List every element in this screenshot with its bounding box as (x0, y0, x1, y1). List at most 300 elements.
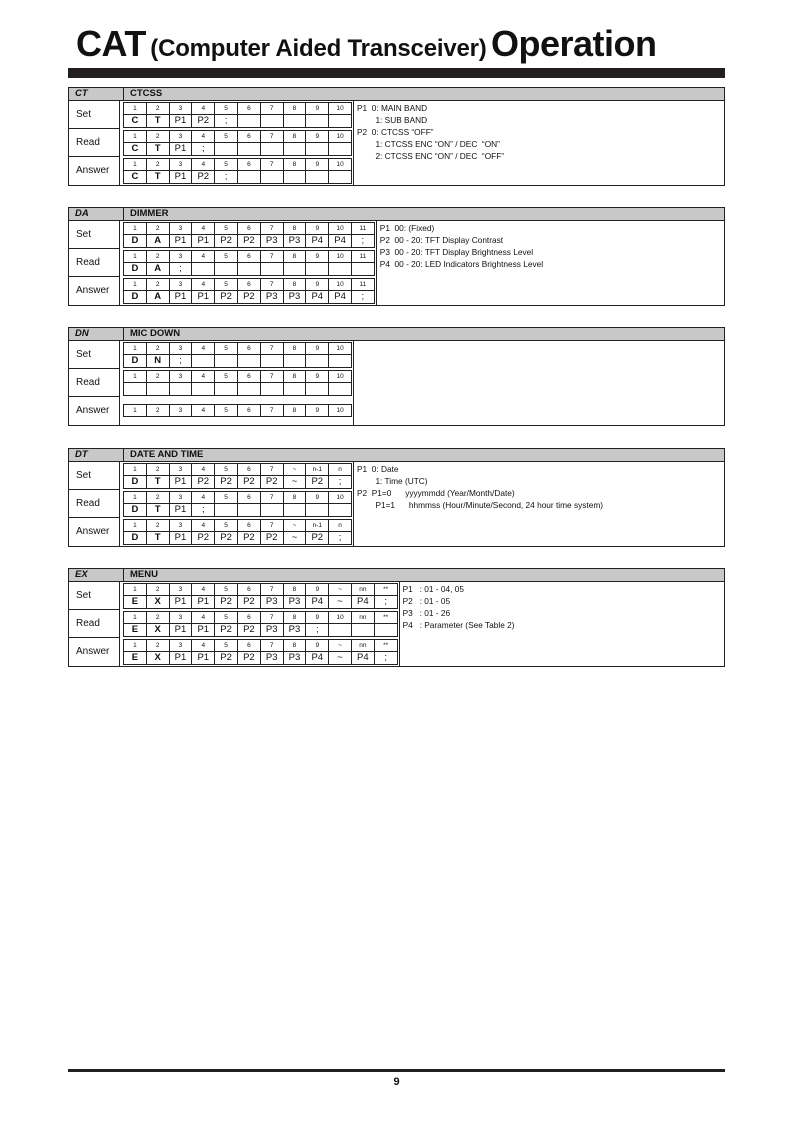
value-cell: P2 (215, 476, 238, 489)
command-code: DN (69, 328, 124, 340)
value-cell: C (124, 115, 147, 128)
position-cell: 9 (306, 159, 329, 171)
value-cell: P2 (237, 596, 260, 609)
value-cell: ; (169, 263, 192, 276)
command-block-dt (68, 448, 725, 547)
position-cell: 2 (146, 640, 169, 652)
position-cell: 6 (237, 103, 260, 115)
value-cell: P2 (215, 291, 238, 304)
position-cell: 8 (283, 640, 306, 652)
position-cell: 5 (215, 640, 238, 652)
row-label-set: Set (69, 101, 119, 129)
command-format-read (123, 249, 376, 277)
position-cell: 8 (283, 223, 306, 235)
position-cell: 7 (260, 223, 283, 235)
position-cell: 7 (260, 640, 283, 652)
position-cell: 4 (192, 640, 215, 652)
value-cell: D (124, 235, 147, 248)
value-cell (329, 624, 352, 637)
value-cell: P2 (237, 652, 260, 665)
parameter-grid (123, 583, 398, 609)
parameter-grid (123, 278, 375, 304)
position-cell: nn (351, 612, 374, 624)
position-cell: 8 (283, 612, 306, 624)
position-cell: 3 (169, 343, 192, 355)
position-cell: 7 (260, 159, 283, 171)
position-cell: 3 (169, 640, 192, 652)
position-cell: 6 (237, 520, 260, 532)
command-format-answer (123, 518, 353, 546)
value-cell: P4 (351, 652, 374, 665)
position-cell: 3 (169, 103, 192, 115)
parameter-grid (123, 404, 352, 417)
position-cell: 9 (306, 492, 329, 504)
position-cell: 3 (169, 612, 192, 624)
position-cell: 1 (124, 279, 147, 291)
value-cell (283, 171, 306, 184)
position-cell: 9 (306, 612, 329, 624)
value-cell: ~ (283, 476, 306, 489)
position-cell: 7 (260, 612, 283, 624)
position-cell: 3 (169, 279, 192, 291)
command-block-da (68, 207, 725, 306)
value-cell: P2 (237, 624, 260, 637)
position-cell: 10 (329, 612, 352, 624)
command-format-set (123, 582, 399, 610)
value-cell (237, 383, 260, 396)
parameter-grid (123, 158, 352, 184)
row-label-read: Read (69, 249, 119, 277)
value-cell: P3 (260, 624, 283, 637)
position-cell: 7 (260, 584, 283, 596)
position-cell: 4 (192, 223, 215, 235)
position-cell: 4 (192, 405, 215, 417)
value-cell: P1 (169, 171, 192, 184)
position-cell: 3 (169, 584, 192, 596)
position-cell: 8 (283, 343, 306, 355)
position-cell: 7 (260, 279, 283, 291)
position-cell: 7 (260, 371, 283, 383)
value-cell (260, 504, 283, 517)
parameter-grid (123, 222, 375, 248)
command-name: MENU (130, 569, 158, 580)
position-cell: 10 (329, 279, 352, 291)
parameter-notes (353, 101, 724, 185)
position-cell: 4 (192, 131, 215, 143)
value-cell (329, 115, 352, 128)
value-cell: T (146, 504, 169, 517)
command-format-read (123, 610, 399, 638)
value-cell: P4 (351, 596, 374, 609)
value-cell: P2 (237, 291, 260, 304)
command-format-answer (123, 157, 353, 185)
position-cell: 9 (306, 371, 329, 383)
position-cell: 10 (329, 131, 352, 143)
value-cell: P4 (306, 596, 329, 609)
position-cell: 1 (124, 640, 147, 652)
value-cell: E (124, 624, 147, 637)
title-rule (68, 68, 725, 78)
position-cell: 8 (283, 584, 306, 596)
position-cell: 5 (215, 405, 238, 417)
position-cell: n (329, 520, 352, 532)
parameter-grid (123, 250, 375, 276)
value-cell (329, 171, 352, 184)
position-cell: 10 (329, 343, 352, 355)
row-label-answer: Answer (76, 285, 110, 296)
position-cell: 2 (146, 343, 169, 355)
position-cell: 3 (169, 371, 192, 383)
position-cell: 5 (215, 371, 238, 383)
title-subtitle: (Computer Aided Transceiver) (150, 35, 487, 62)
position-cell: 1 (124, 464, 147, 476)
value-cell: P1 (169, 476, 192, 489)
row-label-answer: Answer (76, 405, 110, 416)
position-cell: 7 (260, 464, 283, 476)
value-cell: P2 (260, 476, 283, 489)
value-cell: P4 (306, 235, 329, 248)
position-cell: 11 (351, 279, 374, 291)
value-cell (215, 383, 238, 396)
value-cell: P2 (192, 115, 215, 128)
value-cell: P1 (169, 115, 192, 128)
value-cell: D (124, 532, 147, 545)
value-cell (374, 624, 397, 637)
position-cell: 1 (124, 584, 147, 596)
value-cell: P3 (283, 624, 306, 637)
position-cell: 6 (237, 492, 260, 504)
command-name: DATE AND TIME (130, 449, 204, 460)
parameter-grid (123, 611, 398, 637)
value-cell: ; (329, 532, 352, 545)
value-cell (283, 263, 306, 276)
value-cell (237, 143, 260, 156)
parameter-grid (123, 342, 352, 368)
position-cell: 6 (237, 612, 260, 624)
value-cell: P2 (237, 532, 260, 545)
value-cell (283, 504, 306, 517)
position-cell: ~ (329, 640, 352, 652)
command-format-set (123, 101, 353, 129)
value-cell: D (124, 476, 147, 489)
value-cell: ~ (283, 532, 306, 545)
value-cell (237, 355, 260, 368)
value-cell: C (124, 143, 147, 156)
page-number: 9 (393, 1076, 400, 1088)
value-cell: P4 (329, 235, 352, 248)
value-cell (260, 171, 283, 184)
position-cell: 1 (124, 520, 147, 532)
position-cell: 11 (351, 223, 374, 235)
value-cell: P1 (192, 235, 215, 248)
position-cell: 3 (169, 251, 192, 263)
position-cell: 5 (215, 279, 238, 291)
position-cell: 5 (215, 520, 238, 532)
value-cell: ; (351, 291, 374, 304)
value-cell: P2 (215, 652, 238, 665)
position-cell: 3 (169, 520, 192, 532)
position-cell: 7 (260, 131, 283, 143)
position-cell: 4 (192, 279, 215, 291)
value-cell (283, 383, 306, 396)
position-cell: 4 (192, 584, 215, 596)
title-cat: CAT (76, 23, 146, 64)
position-cell: 7 (260, 520, 283, 532)
position-cell: 1 (124, 103, 147, 115)
position-cell: 6 (237, 371, 260, 383)
position-cell: 6 (237, 279, 260, 291)
value-cell: P3 (260, 235, 283, 248)
position-cell: 6 (237, 131, 260, 143)
note-line: 1: CTCSS ENC “ON” / DEC “ON” (357, 139, 500, 149)
block-header (68, 568, 725, 582)
note-line: P3 00 - 20: TFT Display Brightness Level (379, 247, 534, 257)
position-cell: 9 (306, 131, 329, 143)
value-cell (215, 263, 238, 276)
value-cell: P2 (237, 235, 260, 248)
note-line: P1 0: Date (357, 464, 399, 474)
note-line: P1=1 hhmmss (Hour/Minute/Second, 24 hour time system) (357, 500, 604, 510)
note-line: 2: CTCSS ENC “ON” / DEC “OFF” (357, 151, 505, 161)
value-cell: P1 (169, 291, 192, 304)
value-cell: P1 (169, 532, 192, 545)
value-cell: P2 (215, 596, 238, 609)
position-cell: 10 (329, 405, 352, 417)
position-cell: 1 (124, 251, 147, 263)
position-cell: 1 (124, 612, 147, 624)
position-cell: 2 (146, 464, 169, 476)
value-cell: P3 (260, 596, 283, 609)
command-block-ct (68, 87, 725, 186)
command-format-read (123, 490, 353, 518)
position-cell: n-1 (306, 464, 329, 476)
position-cell: 9 (306, 405, 329, 417)
value-cell: ; (374, 596, 397, 609)
value-cell (283, 115, 306, 128)
value-cell: ; (351, 235, 374, 248)
position-cell: ** (374, 584, 397, 596)
value-cell: P1 (169, 235, 192, 248)
position-cell: 4 (192, 251, 215, 263)
position-cell: 10 (329, 223, 352, 235)
position-cell: 7 (260, 492, 283, 504)
position-cell: 10 (329, 371, 352, 383)
value-cell: C (124, 171, 147, 184)
command-code: DA (69, 208, 124, 220)
value-cell: P2 (306, 476, 329, 489)
value-cell: ; (329, 476, 352, 489)
row-label-set: Set (69, 462, 119, 490)
value-cell (260, 383, 283, 396)
value-cell (260, 143, 283, 156)
position-cell: 2 (146, 612, 169, 624)
value-cell: E (124, 596, 147, 609)
value-cell: ; (306, 624, 329, 637)
value-cell: T (146, 476, 169, 489)
position-cell: 4 (192, 371, 215, 383)
command-name: CTCSS (130, 88, 163, 99)
value-cell: P1 (192, 652, 215, 665)
parameter-grid (123, 463, 352, 489)
value-cell (260, 355, 283, 368)
position-cell: 4 (192, 343, 215, 355)
value-cell: X (146, 652, 169, 665)
note-line: P2 0: CTCSS “OFF” (357, 127, 434, 137)
position-cell: 5 (215, 223, 238, 235)
row-label-answer: Answer (76, 165, 110, 176)
value-cell (329, 383, 352, 396)
position-cell: 8 (283, 279, 306, 291)
row-label-set: Set (69, 582, 119, 610)
command-format-set (123, 221, 376, 249)
value-cell: P3 (260, 291, 283, 304)
position-cell: 9 (306, 343, 329, 355)
row-label-read: Read (69, 369, 119, 397)
value-cell (260, 263, 283, 276)
command-name: MIC DOWN (130, 328, 181, 339)
position-cell: 7 (260, 103, 283, 115)
position-cell: 5 (215, 492, 238, 504)
value-cell: T (146, 115, 169, 128)
position-cell: 8 (283, 159, 306, 171)
position-cell: 5 (215, 464, 238, 476)
value-cell: P4 (306, 291, 329, 304)
position-cell: 6 (237, 343, 260, 355)
value-cell: P2 (237, 476, 260, 489)
block-header (68, 87, 725, 101)
value-cell (237, 504, 260, 517)
value-cell: P3 (283, 652, 306, 665)
position-cell: ** (374, 612, 397, 624)
position-cell: 3 (169, 405, 192, 417)
value-cell (329, 504, 352, 517)
parameter-notes (353, 462, 724, 546)
value-cell: P3 (283, 596, 306, 609)
value-cell: D (124, 263, 147, 276)
value-cell: P2 (192, 476, 215, 489)
note-line: P4 00 - 20: LED Indicators Brightness Level (379, 259, 544, 269)
position-cell: 2 (146, 223, 169, 235)
note-line: P4 : Parameter (See Table 2) (402, 620, 515, 630)
position-cell: 3 (169, 464, 192, 476)
value-cell (306, 115, 329, 128)
block-header (68, 207, 725, 221)
position-cell: 3 (169, 131, 192, 143)
position-cell: 11 (351, 251, 374, 263)
value-cell: P2 (192, 171, 215, 184)
position-cell: n-1 (306, 520, 329, 532)
position-cell: 1 (124, 159, 147, 171)
value-cell: P1 (192, 624, 215, 637)
command-format-set (123, 341, 353, 369)
value-cell: D (124, 291, 147, 304)
value-cell: P2 (192, 532, 215, 545)
value-cell: T (146, 143, 169, 156)
command-code: DT (69, 449, 124, 461)
position-cell: 2 (146, 279, 169, 291)
value-cell (306, 171, 329, 184)
row-label-read: Read (69, 610, 119, 638)
position-cell: 5 (215, 159, 238, 171)
position-cell: ~ (283, 464, 306, 476)
value-cell: P3 (260, 652, 283, 665)
value-cell: N (146, 355, 169, 368)
position-cell: nn (351, 640, 374, 652)
value-cell (237, 115, 260, 128)
position-cell: 6 (237, 584, 260, 596)
position-cell: 5 (215, 251, 238, 263)
parameter-grid (123, 370, 352, 396)
value-cell (215, 143, 238, 156)
value-cell (283, 143, 306, 156)
note-line: P2 : 01 - 05 (402, 596, 451, 606)
value-cell (351, 263, 374, 276)
position-cell: 7 (260, 405, 283, 417)
value-cell: P1 (169, 143, 192, 156)
value-cell (215, 355, 238, 368)
position-cell: 10 (329, 159, 352, 171)
parameter-grid (123, 639, 398, 665)
value-cell (169, 383, 192, 396)
command-name: DIMMER (130, 208, 169, 219)
position-cell: 6 (237, 405, 260, 417)
value-cell: P1 (192, 596, 215, 609)
parameter-grid (123, 491, 352, 517)
value-cell: P1 (169, 504, 192, 517)
position-cell: 4 (192, 612, 215, 624)
value-cell (124, 383, 147, 396)
position-cell: 8 (283, 405, 306, 417)
command-format-answer (123, 277, 376, 305)
position-cell: 10 (329, 251, 352, 263)
value-cell (237, 171, 260, 184)
value-cell: P4 (306, 652, 329, 665)
value-cell: P2 (215, 624, 238, 637)
position-cell: 5 (215, 103, 238, 115)
value-cell: E (124, 652, 147, 665)
parameter-grid (123, 102, 352, 128)
command-block-ex (68, 568, 725, 667)
position-cell: 3 (169, 492, 192, 504)
note-line: P2 00 - 20: TFT Display Contrast (379, 235, 504, 245)
position-cell: 8 (283, 371, 306, 383)
command-format-read (123, 129, 353, 157)
value-cell (329, 263, 352, 276)
position-cell: 8 (283, 103, 306, 115)
value-cell: D (124, 355, 147, 368)
value-cell: P3 (283, 291, 306, 304)
value-cell (215, 504, 238, 517)
value-cell (237, 263, 260, 276)
note-line: 1: Time (UTC) (357, 476, 428, 486)
parameter-notes (399, 582, 724, 666)
position-cell: 7 (260, 343, 283, 355)
value-cell: P1 (192, 291, 215, 304)
value-cell (306, 355, 329, 368)
position-cell: 6 (237, 640, 260, 652)
value-cell: P1 (169, 652, 192, 665)
title-operation: Operation (491, 23, 657, 64)
value-cell: P1 (169, 596, 192, 609)
position-cell: 2 (146, 103, 169, 115)
position-cell: 4 (192, 492, 215, 504)
position-cell: 5 (215, 343, 238, 355)
value-cell: P2 (260, 532, 283, 545)
command-code: EX (69, 569, 124, 581)
position-cell: nn (351, 584, 374, 596)
position-cell: 5 (215, 612, 238, 624)
value-cell: P1 (169, 624, 192, 637)
